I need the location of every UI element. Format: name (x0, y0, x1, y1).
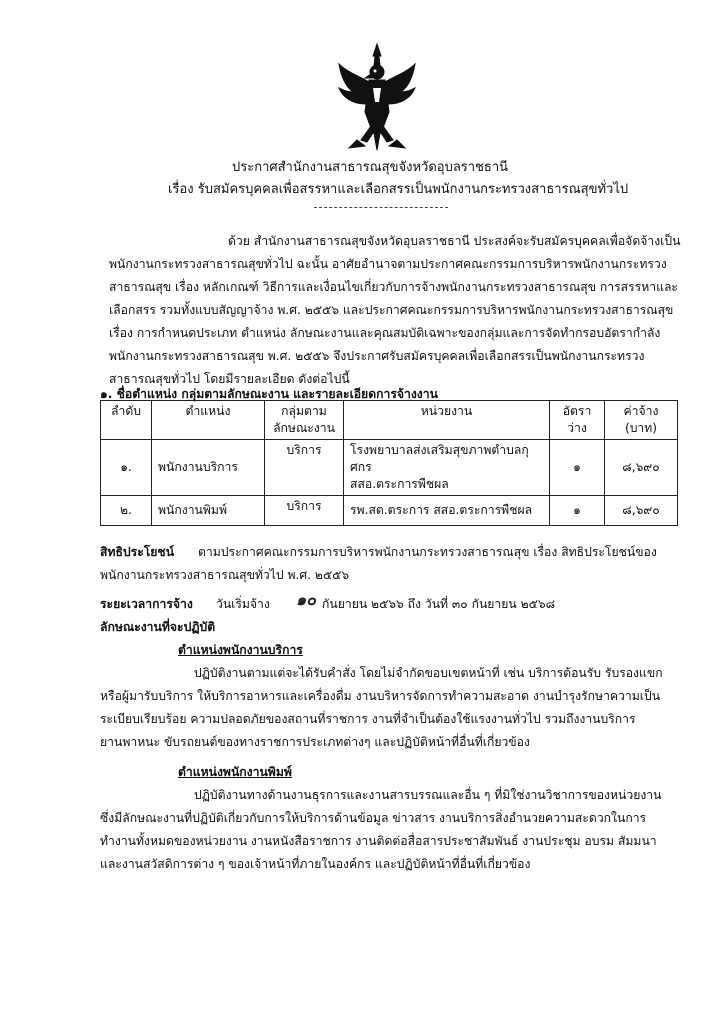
typist-line-4: และงานสวัสดิการต่าง ๆ ของเจ้าหน้าที่ภายในองค์กร และปฏิบัติหน้าที่อื่นที่เกี่ยวข้อง (100, 857, 531, 871)
duties-heading: ลักษณะงานที่จะปฏิบัติ (100, 620, 216, 634)
typist-line-1: ปฏิบัติงานทางด้านงานธุรการและงานสารบรรณและอื่น ๆ ที่มิใช่งานวิชาการของหน่วยงาน (194, 788, 662, 802)
service-position-title: ตำแหน่งพนักงานบริการ (178, 643, 303, 657)
benefits-line-1: ตามประกาศคณะกรรมการบริหารพนักงานกระทรวงสาธารณสุข เรื่อง สิทธิประโยชน์ของ (198, 545, 657, 559)
announcement-subject: เรื่อง รับสมัครบุคคลเพื่อสรรหาและเลือกสรรเป็นพนักงานกระทรวงสาธารณสุขทั่วไป (168, 182, 629, 197)
service-line-1: ปฏิบัติงานตามแต่จะได้รับคำสั่ง โดยไม่จำกัดขอบเขตหน้าที่ เช่น บริการต้อนรับ รับรองแขก (194, 666, 663, 680)
header-rate-line-2: ว่าง (567, 421, 587, 435)
intro-line-2: พนักงานกระทรวงสาธารณสุขทั่วไป ฉะนั้น อาศัยอำนาจตามประกาศคณะกรรมการบริหารพนักงานกระทรวง (109, 257, 667, 271)
row-order: ๑. (101, 440, 152, 496)
benefits-line-2: พนักงานกระทรวงสาธารณสุขทั่วไป พ.ศ. ๒๕๕๖ (100, 568, 350, 582)
typist-line-2: ซึ่งมีลักษณะงานที่ปฏิบัติเกี่ยวกับการให้บริการด้านข้อมูล ข่าวสาร งานบริการสิ่งอำนวยความสะดวกในการ (100, 811, 647, 825)
row-position: พนักงานพิมพ์ (152, 496, 265, 526)
row-group: บริการ (265, 440, 344, 496)
row-unit (344, 496, 550, 526)
section-1-heading: ๑. ชื่อตำแหน่ง กลุ่มตามลักษณะงาน และรายละเอียดการจ้างงาน (100, 387, 438, 401)
row-order: ๒. (101, 496, 152, 526)
intro-line-7: สาธารณสุขทั่วไป โดยมีรายละเอียด ดังต่อไปนี้ (109, 372, 350, 386)
header-separator (314, 207, 448, 208)
header-order: ลำดับ (101, 401, 152, 440)
intro-line-1: ด้วย สำนักงานสาธารณสุขจังหวัดอุบลราชธานี ประสงค์จะรับสมัครบุคคลเพื่อจัดจ้างเป็น (228, 234, 681, 248)
period-label: ระยะเวลาการจ้าง (100, 597, 193, 611)
intro-line-3: สาธารณสุข เรื่อง หลักเกณฑ์ วิธีการและเงื่อนไขเกี่ยวกับการจ้างพนักงานกระทรวงสาธารณสุข การสรรหาและ (109, 280, 678, 294)
table-row (101, 496, 678, 526)
intro-line-5: เรื่อง การกำหนดประเภท ตำแหน่ง ลักษณะงานและคุณสมบัติเฉพาะของกลุ่มและการจัดทำกรอบอัตรากำลัง (109, 326, 661, 340)
table-header-row (101, 401, 678, 440)
row-rate: ๑ (550, 440, 605, 496)
service-line-2: หรือผู้มารับบริการ ให้บริการอาหารและเครื่องดื่ม งานบริหารจัดการทำความสะอาด งานบำรุงรักษาความเป็น (100, 689, 661, 703)
period-handwritten-day: ๑๐ (296, 590, 316, 609)
intro-line-4: เลือกสรร รวมทั้งแบบสัญญาจ้าง พ.ศ. ๒๕๕๖ และประกาศคณะกรรมการบริหารพนักงานกระทรวงสาธารณสุข (109, 303, 674, 317)
row-unit-line-2: สสอ.ตระการพืชผล (350, 477, 449, 491)
header-wage-line-2: (บาท) (624, 421, 658, 435)
service-line-3: ระเบียบเรียบร้อย ความปลอดภัยของสถานที่ราชการ งานที่จำเป็นต้องใช้แรงงานทั่วไป รวมถึงงานบริการ (100, 712, 636, 726)
header-position: ตำแหน่ง (152, 401, 265, 440)
intro-line-6: พนักงานกระทรวงสาธารณสุข พ.ศ. ๒๕๕๖ จึงประกาศรับสมัครบุคคลเพื่อเลือกสรรเป็นพนักงานกระทรวง (109, 349, 645, 363)
positions-table (100, 400, 678, 526)
header-wage (605, 401, 678, 440)
period-text: กันยายน ๒๕๖๖ ถึง วันที่ ๓๐ กันยายน ๒๕๖๘ (322, 597, 556, 611)
row-group: บริการ (265, 496, 344, 526)
table-row (101, 440, 678, 496)
header-group-line-1: กลุ่มตาม (281, 404, 327, 418)
row-wage: ๘,๖๙๐ (605, 440, 678, 496)
row-unit-line-1: รพ.สต.ตระการ สสอ.ตระการพืชผล (350, 503, 533, 517)
period-start-prefix: วันเริ่มจ้าง (216, 597, 270, 611)
typist-position-title: ตำแหน่งพนักงานพิมพ์ (178, 765, 292, 779)
row-unit (344, 440, 550, 496)
typist-line-3: ทำงานทั้งหมดของหน่วยงาน งานหนังสือราชการ งานติดต่อสื่อสารประชาสัมพันธ์ งานประชุม อบรม สัมมนา (100, 834, 657, 848)
announcement-title: ประกาศสำนักงานสาธารณสุขจังหวัดอุบลราชธานี (231, 160, 509, 175)
header-rate-line-1: อัตรา (562, 404, 592, 418)
header-rate (550, 401, 605, 440)
header-unit: หน่วยงาน (344, 401, 550, 440)
row-unit-line-1: โรงพยาบาลส่งเสริมสุขภาพตำบลกุศกร (350, 443, 529, 474)
header-group-line-2: ลักษณะงาน (273, 421, 335, 435)
header-wage-line-1: ค่าจ้าง (623, 404, 659, 418)
benefits-label: สิทธิประโยชน์ (100, 545, 175, 559)
row-position: พนักงานบริการ (152, 440, 265, 496)
row-rate: ๑ (550, 496, 605, 526)
garuda-emblem-icon (335, 42, 419, 154)
row-wage: ๘,๖๙๐ (605, 496, 678, 526)
header-group (265, 401, 344, 440)
service-line-4: ยานพาหนะ ขับรถยนต์ของทางราชการประเภทต่างๆ และปฏิบัติหน้าที่อื่นที่เกี่ยวข้อง (100, 735, 530, 749)
